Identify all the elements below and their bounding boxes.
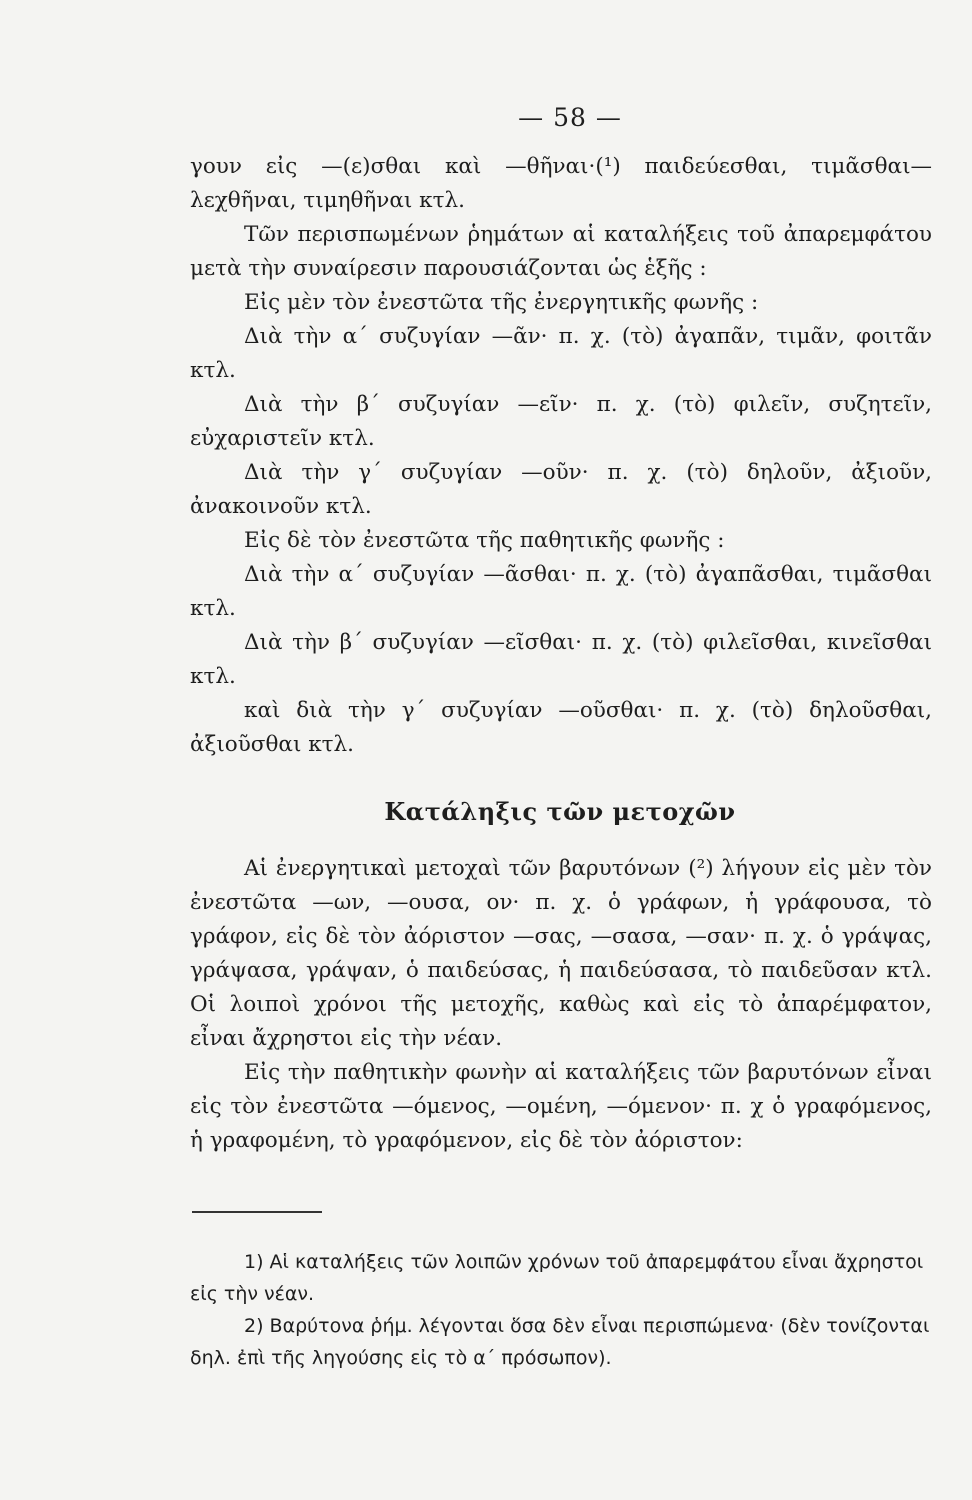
paragraph-active-voice-heading: Εἰς μὲν τὸν ἐνεστῶτα τῆς ἐνεργητικῆς φωνῆς : xyxy=(244,290,759,315)
footnote-1: 1) Αἱ καταλήξεις τῶν λοιπῶν χρόνων τοῦ ἀπαρεμφάτου εἶναι ἄχρηστοι εἰς τὴν νέαν. xyxy=(190,1251,924,1305)
paragraph-active-participles: Αἱ ἐνεργητικαὶ μετοχαὶ τῶν βαρυτόνων (²) λήγουν εἰς μὲν τὸν ἐνεστῶτα —ων, —ουσα, ον· π. χ. ὁ γράφων, ἡ γράφουσα, τὸ γράφον, εἰς δὲ τὸν ἀόριστον —σας, —σασα, —σαν· π. χ. ὁ γράψας, γράψασα, γράψαν, ὁ παιδεύσας, ἡ παιδεύσασα, τὸ παιδεῦσαν κτλ. Οἱ λοιποὶ χρόνοι τῆς μετοχῆς, καθὼς καὶ εἰς τὸ ἀπαρέμφατον, εἶναι ἄχρηστοι εἰς τὴν νέαν. xyxy=(190,856,932,1051)
footnotes xyxy=(190,1246,932,1374)
section-title: Κατάληξις τῶν μετοχῶν xyxy=(384,797,736,826)
paragraph-conjugation-c-active: Διὰ τὴν γ΄ συζυγίαν —οῦν· π. χ. (τὸ) δηλοῦν, ἀξιοῦν, ἀνακοινοῦν κτλ. xyxy=(190,460,932,519)
paragraph-infinitive-intro: Τῶν περισπωμένων ῥημάτων αἱ καταλήξεις τοῦ ἀπαρεμφάτου μετὰ τὴν συναίρεσιν παρουσιάζονται ὡς ἑξῆς : xyxy=(190,222,932,281)
paragraph-conjugation-a-passive: Διὰ τὴν α΄ συζυγίαν —ᾶσθαι· π. χ. (τὸ) ἀγαπᾶσθαι, τιμᾶσθαι κτλ. xyxy=(190,562,932,621)
paragraph-conjugation-a-active: Διὰ τὴν α΄ συζυγίαν —ᾶν· π. χ. (τὸ) ἀγαπᾶν, τιμᾶν, φοιτᾶν κτλ. xyxy=(190,324,932,383)
paragraph-passive-participles: Εἰς τὴν παθητικὴν φωνὴν αἱ καταλήξεις τῶν βαρυτόνων εἶναι εἰς τὸν ἐνεστῶτα —όμενος, —ομένη, —όμενον· π. χ ὁ γραφόμενος, ἡ γραφομένη, τὸ γραφόμενον, εἰς δὲ τὸν ἀόριστον: xyxy=(190,1060,932,1153)
paragraph-conjugation-c-passive: καὶ διὰ τὴν γ΄ συζυγίαν —οῦσθαι· π. χ. (τὸ) δηλοῦσθαι, ἀξιοῦσθαι κτλ. xyxy=(190,698,932,757)
footnote-separator xyxy=(192,1211,322,1213)
paragraph-conjugation-b-active: Διὰ τὴν β΄ συζυγίαν —εῖν· π. χ. (τὸ) φιλεῖν, συζητεῖν, εὐχαριστεῖν κτλ. xyxy=(190,392,932,451)
paragraph-continuation: γουν εἰς —(ε)σθαι καὶ —θῆναι·(¹) παιδεύεσθαι, τιμᾶσθαι—λεχθῆναι, τιμηθῆναι κτλ. xyxy=(190,154,932,213)
body-text-lower xyxy=(190,852,932,1158)
paragraph-conjugation-b-passive: Διὰ τὴν β΄ συζυγίαν —εῖσθαι· π. χ. (τὸ) φιλεῖσθαι, κινεῖσθαι κτλ. xyxy=(190,630,932,689)
paragraph-passive-voice-heading: Εἰς δὲ τὸν ἐνεστῶτα τῆς παθητικῆς φωνῆς : xyxy=(244,528,725,553)
page-number: — 58 — xyxy=(518,103,622,132)
footnote-2: 2) Βαρύτονα ῥήμ. λέγονται ὅσα δὲν εἶναι περισπώμενα· (δὲν τονίζονται δηλ. ἐπὶ τῆς ληγούσης εἰς τὸ α΄ πρόσωπον). xyxy=(190,1315,930,1369)
body-text-upper xyxy=(190,150,932,762)
